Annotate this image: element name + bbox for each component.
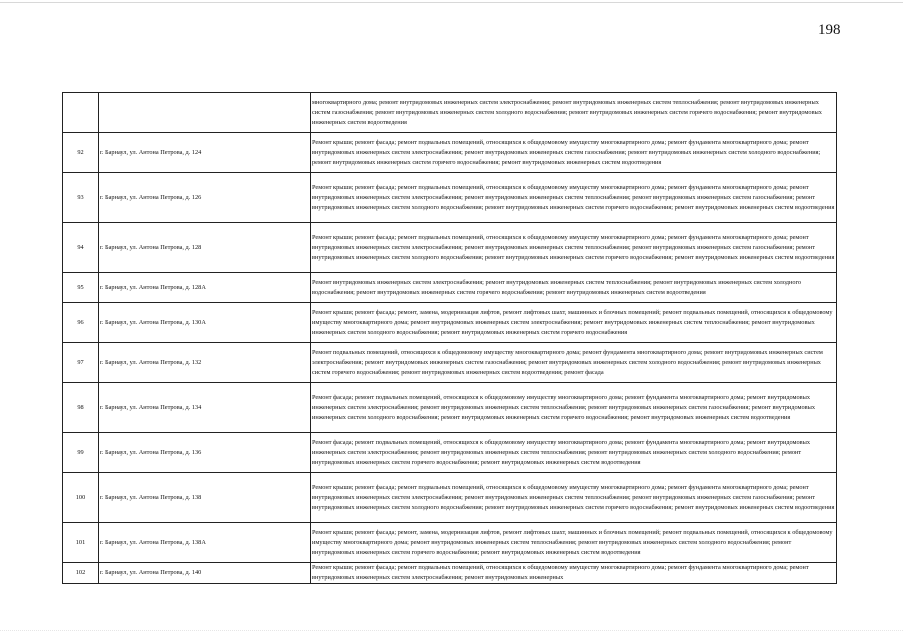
- row-number: 93: [63, 173, 99, 223]
- row-number: 94: [63, 223, 99, 273]
- row-works: многоквартирного дома; ремонт внутридомовых инженерных систем электроснабжения; ремонт внутридомовых инженерных систем теплоснабжения; ремонт внутридомовых инженерных систем газоснабжения; ремонт внутридомовых инженерных систем холодного водоснабжения; ремонт внутридомовых инженерных систем горячего водоснабжения; ремонт внутридомовых инженерных систем водоотведения: [311, 93, 837, 133]
- row-number: 92: [63, 133, 99, 173]
- table-row: [63, 223, 837, 273]
- row-address: г. Барнаул, ул. Антона Петрова, д. 138: [99, 473, 311, 523]
- table-row: [63, 473, 837, 523]
- table-row: [63, 173, 837, 223]
- row-works: Ремонт фасада; ремонт подвальных помещений, относящихся к общедомовому имуществу многоквартирного дома; ремонт фундамента многоквартирного дома; ремонт внутридомовых инженерных систем электроснабжения; ремонт внутридомовых инженерных систем теплоснабжения; ремонт внутридомовых инженерных систем газоснабжения; ремонт внутридомовых инженерных систем холодного водоснабжения; ремонт внутридомовых инженерных систем горячего водоснабжения; ремонт внутридомовых инженерных систем водоотведения: [311, 383, 837, 433]
- row-number: 98: [63, 383, 99, 433]
- row-works: Ремонт фасада; ремонт подвальных помещений, относящихся к общедомовому имуществу многоквартирного дома; ремонт фундамента многоквартирного дома; ремонт внутридомовых инженерных систем электроснабжения; ремонт внутридомовых инженерных систем теплоснабжения; ремонт внутридомовых инженерных систем холодного водоснабжения; ремонт внутридомовых инженерных систем горячего водоснабжения; ремонт внутридомовых инженерных систем водоотведения: [311, 433, 837, 473]
- table-row: [63, 343, 837, 383]
- row-address: г. Барнаул, ул. Антона Петрова, д. 134: [99, 383, 311, 433]
- repair-works-table: [62, 92, 837, 584]
- row-address: г. Барнаул, ул. Антона Петрова, д. 126: [99, 173, 311, 223]
- row-number: 95: [63, 273, 99, 303]
- row-number: 99: [63, 433, 99, 473]
- row-works: Ремонт крыши; ремонт фасада; ремонт подвальных помещений, относящихся к общедомовому имуществу многоквартирного дома; ремонт фундамента многоквартирного дома; ремонт внутридомовых инженерных систем электроснабжения; ремонт внутридомовых инженерных систем газоснабжения; ремонт внутридомовых инженерных систем холодного водоснабжения; ремонт внутридомовых инженерных систем горячего водоснабжения; ремонт внутридомовых инженерных систем водоотведения: [311, 133, 837, 173]
- table-body: [63, 93, 837, 584]
- table-row: [63, 303, 837, 343]
- top-rule: [0, 2, 903, 3]
- table-row: [63, 133, 837, 173]
- table-row: [63, 93, 837, 133]
- row-address: г. Барнаул, ул. Антона Петрова, д. 132: [99, 343, 311, 383]
- table-row: [63, 383, 837, 433]
- row-address: г. Барнаул, ул. Антона Петрова, д. 124: [99, 133, 311, 173]
- row-works: Ремонт крыши; ремонт фасада; ремонт, замена, модернизация лифтов, ремонт лифтовых шахт, машинных и блочных помещений; ремонт подвальных помещений, относящихся к общедомовому имуществу многоквартирного дома; ремонт внутридомовых инженерных систем теплоснабжения; ремонт внутридомовых инженерных систем холодного водоснабжения; ремонт внутридомовых инженерных систем горячего водоснабжения; ремонт внутридомовых инженерных систем водоотведения: [311, 523, 837, 563]
- table-row: [63, 273, 837, 303]
- row-address: г. Барнаул, ул. Антона Петрова, д. 138А: [99, 523, 311, 563]
- row-address: [99, 93, 311, 133]
- row-address: г. Барнаул, ул. Антона Петрова, д. 140: [99, 563, 311, 584]
- table-row: [63, 433, 837, 473]
- row-number: 100: [63, 473, 99, 523]
- table-row: [63, 563, 837, 584]
- row-number: 102: [63, 563, 99, 584]
- table-row: [63, 523, 837, 563]
- row-works: Ремонт крыши; ремонт фасада; ремонт, замена, модернизация лифтов, ремонт лифтовых шахт, машинных и блочных помещений; ремонт подвальных помещений, относящихся к общедомовому имуществу многоквартирного дома; ремонт внутридомовых инженерных систем электроснабжения; ремонт внутридомовых инженерных систем теплоснабжения; ремонт внутридомовых инженерных систем холодного водоснабжения; ремонт внутридомовых инженерных систем горячего водоснабжения: [311, 303, 837, 343]
- scan-edge: [0, 630, 903, 631]
- row-number: 97: [63, 343, 99, 383]
- row-works: Ремонт крыши; ремонт фасада; ремонт подвальных помещений, относящихся к общедомовому имуществу многоквартирного дома; ремонт фундамента многоквартирного дома; ремонт внутридомовых инженерных систем электроснабжения; ремонт внутридомовых инженерных систем теплоснабжения; ремонт внутридомовых инженерных систем газоснабжения; ремонт внутридомовых инженерных систем холодного водоснабжения; ремонт внутридомовых инженерных систем горячего водоснабжения; ремонт внутридомовых инженерных систем водоотведения: [311, 223, 837, 273]
- row-number: [63, 93, 99, 133]
- row-works: Ремонт крыши; ремонт фасада; ремонт подвальных помещений, относящихся к общедомовому имуществу многоквартирного дома; ремонт фундамента многоквартирного дома; ремонт внутридомовых инженерных систем электроснабжения; ремонт внутридомовых инженерных систем теплоснабжения; ремонт внутридомовых инженерных систем газоснабжения; ремонт внутридомовых инженерных систем холодного водоснабжения; ремонт внутридомовых инженерных систем горячего водоснабжения; ремонт внутридомовых инженерных систем водоотведения: [311, 473, 837, 523]
- row-address: г. Барнаул, ул. Антона Петрова, д. 128: [99, 223, 311, 273]
- row-number: 101: [63, 523, 99, 563]
- row-works: Ремонт внутридомовых инженерных систем электроснабжения; ремонт внутридомовых инженерных систем теплоснабжения; ремонт внутридомовых инженерных систем холодного водоснабжения; ремонт внутридомовых инженерных систем горячего водоснабжения; ремонт внутридомовых инженерных систем водоотведения: [311, 273, 837, 303]
- row-works: Ремонт крыши; ремонт фасада; ремонт подвальных помещений, относящихся к общедомовому имуществу многоквартирного дома; ремонт фундамента многоквартирного дома; ремонт внутридомовых инженерных систем электроснабжения; ремонт внутридомовых инженерных систем теплоснабжения; ремонт внутридомовых инженерных систем газоснабжения; ремонт внутридомовых инженерных систем холодного водоснабжения; ремонт внутридомовых инженерных систем горячего водоснабжения; ремонт внутридомовых инженерных систем водоотведения: [311, 173, 837, 223]
- page-number: 198: [818, 22, 841, 38]
- row-works: Ремонт подвальных помещений, относящихся к общедомовому имуществу многоквартирного дома; ремонт фундамента многоквартирного дома; ремонт внутридомовых инженерных систем электроснабжения; ремонт внутридомовых инженерных систем газоснабжения; ремонт внутридомовых инженерных систем холодного водоснабжения; ремонт внутридомовых инженерных систем горячего водоснабжения; ремонт внутридомовых инженерных систем водоотведения; ремонт фасада: [311, 343, 837, 383]
- row-address: г. Барнаул, ул. Антона Петрова, д. 136: [99, 433, 311, 473]
- row-works: Ремонт крыши; ремонт фасада; ремонт подвальных помещений, относящихся к общедомовому имуществу многоквартирного дома; ремонт фундамента многоквартирного дома; ремонт внутридомовых инженерных систем электроснабжения; ремонт внутридомовых инженерных: [311, 563, 837, 584]
- row-address: г. Барнаул, ул. Антона Петрова, д. 128А: [99, 273, 311, 303]
- row-address: г. Барнаул, ул. Антона Петрова, д. 130А: [99, 303, 311, 343]
- row-number: 96: [63, 303, 99, 343]
